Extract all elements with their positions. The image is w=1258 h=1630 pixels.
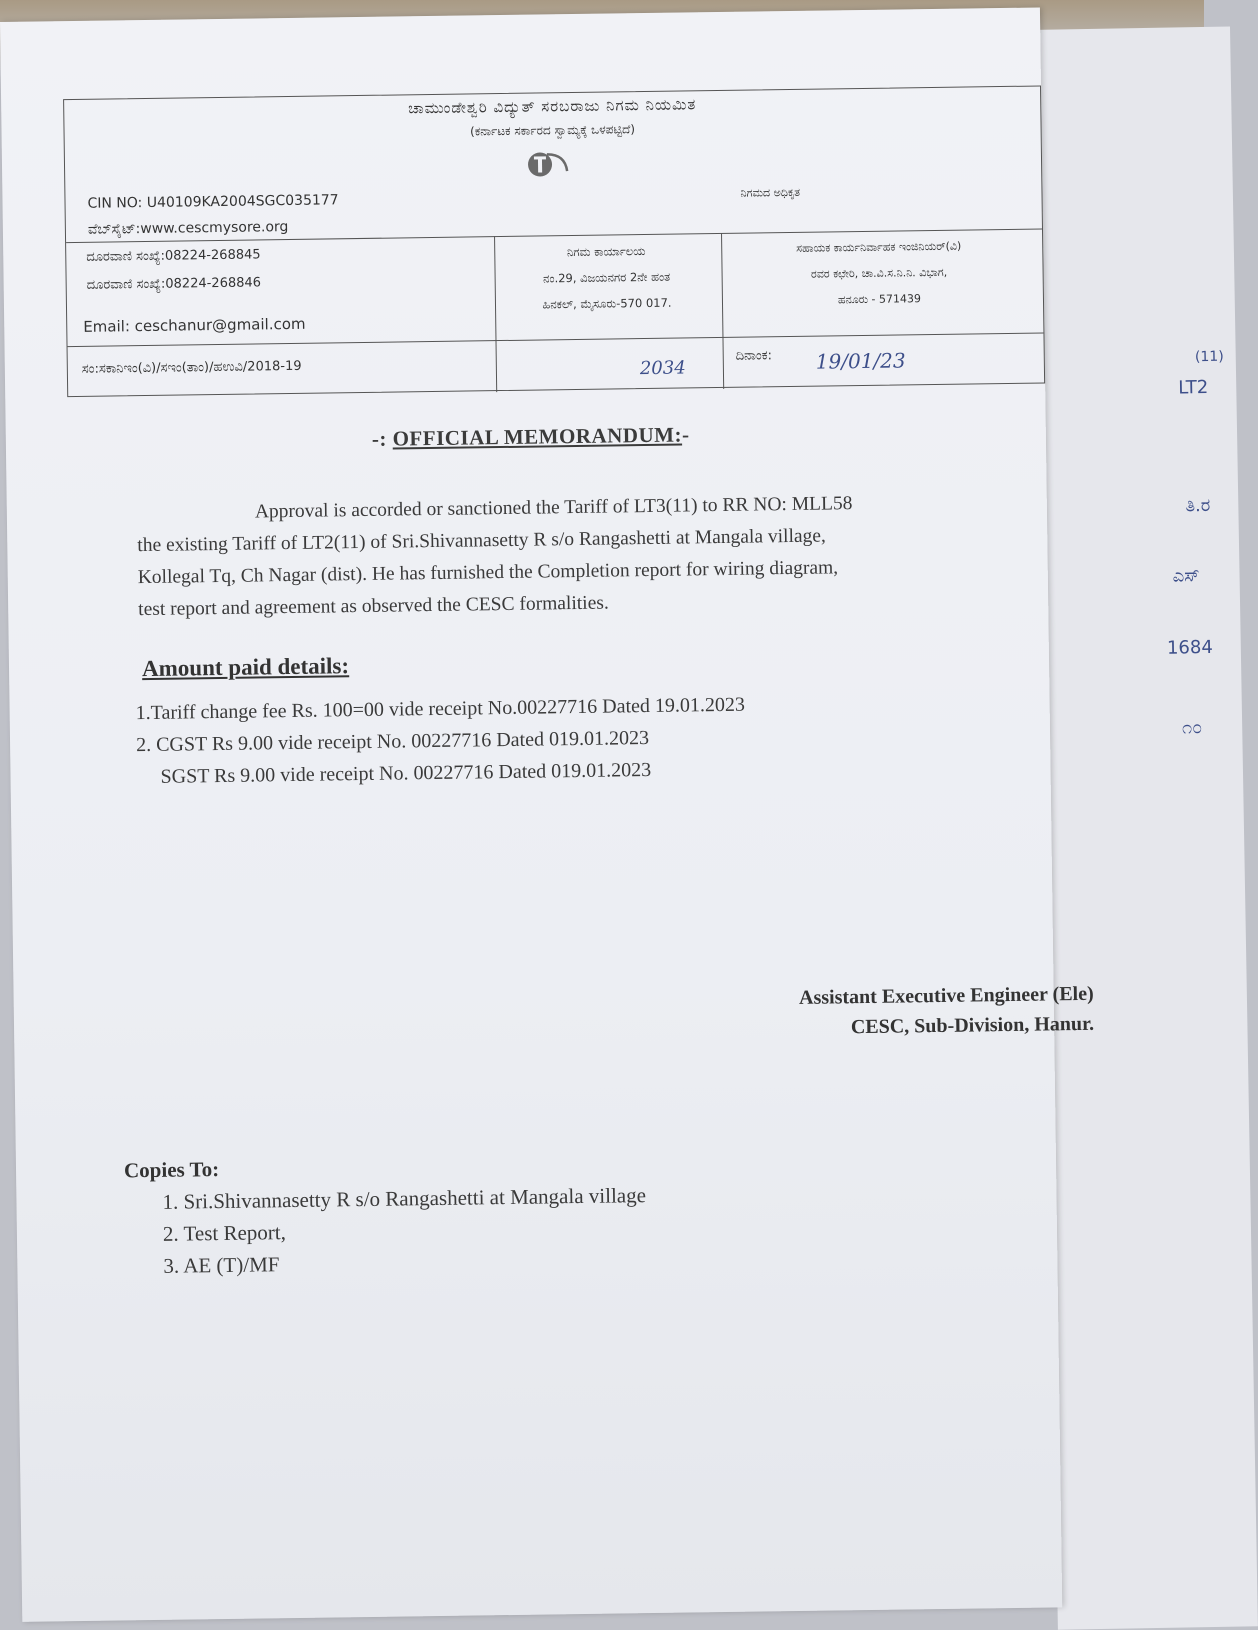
org-subtitle: (ಕರ್ನಾಟಕ ಸರ್ಕಾರದ ಸ್ವಾಮ್ಯಕ್ಕೆ ಒಳಪಟ್ಟಿದೆ) — [469, 122, 636, 139]
memo-title — [372, 422, 690, 451]
handwritten-number: 2034 — [639, 357, 686, 380]
paragraph-line-text: Approval is accorded or sanctioned the Tariff of LT3(11) to RR NO: MLL58 — [254, 493, 853, 523]
address-line: ಹನೂರು - 571439 — [837, 292, 922, 307]
paragraph-line: test report and agreement as observed the CESC formalities. — [138, 592, 609, 621]
website: ವೆಬ್‌ಸೈಟ್:www.cescmysore.org — [87, 218, 289, 238]
org-name: ಚಾಮುಂಡೇಶ್ವರಿ ವಿದ್ಯುತ್ ಸರಬರಾಜು ನಿಗಮ ನಿಯಮಿತ — [408, 95, 697, 118]
phone-2: ದೂರವಾಣಿ ಸಂಖ್ಯೆ:08224-268846 — [86, 275, 262, 293]
cin-number: CIN NO: U40109KA2004SGC035177 — [87, 192, 339, 212]
divider-line — [68, 332, 1044, 347]
handwritten-date: 19/01/23 — [815, 348, 906, 374]
side-mark-4: ಎಸ್ — [1172, 565, 1200, 587]
cesc-logo-icon — [525, 149, 569, 180]
signature-office: CESC, Sub-Division, Hanur. — [850, 1012, 1095, 1039]
aee-office-address — [716, 232, 1042, 315]
paragraph-line: the existing Tariff of LT2(11) of Sri.Shivannasetty R s/o Rangashetti at Mangala village, — [137, 525, 826, 557]
memo-title-prefix: -: — [371, 426, 393, 451]
address-line: ನಂ.29, ವಿಜಯನಗರ 2ನೇ ಹಂತ — [542, 269, 671, 286]
copies-heading: Copies To: — [123, 1157, 220, 1183]
authority-label: ನಿಗಮದ ಅಧಿಕೃತ — [740, 185, 801, 200]
amount-line: SGST Rs 9.00 vide receipt No. 00227716 Dated 019.01.2023 — [160, 758, 652, 788]
amount-line: 1.Tariff change fee Rs. 100=00 vide receipt No.00227716 Dated 19.01.2023 — [135, 693, 746, 725]
copy-item: 1. Sri.Shivannasetty R s/o Rangashetti at Mangala village — [162, 1183, 647, 1214]
amount-heading: Amount paid details: — [141, 653, 350, 682]
side-mark-1: (11) — [1194, 348, 1224, 366]
memo-title-text: OFFICIAL MEMORANDUM: — [392, 422, 683, 451]
copy-item: 3. AE (T)/MF — [163, 1252, 280, 1278]
amount-line: 2. CGST Rs 9.00 vide receipt No. 00227716 Dated 019.01.2023 — [135, 727, 650, 757]
date-label: ದಿನಾಂಕ: — [735, 348, 773, 364]
side-mark-2: LT2 — [1178, 376, 1209, 399]
signature-block — [714, 979, 1095, 1044]
paragraph-line: Kollegal Tq, Ch Nagar (dist). He has furnished the Completion report for wiring diagram, — [137, 557, 839, 589]
corporate-office-address — [496, 237, 717, 318]
address-line: ರವರ ಕಛೇರಿ, ಚಾ.ವಿ.ಸ.ನಿ.ನಿ. ವಿಭಾಗ, — [810, 265, 948, 281]
side-mark-6: ೧೦ — [1181, 717, 1203, 739]
side-mark-5: 1684 — [1166, 636, 1213, 659]
copy-item: 2. Test Report, — [162, 1220, 287, 1246]
phone-1: ದೂರವಾಣಿ ಸಂಖ್ಯೆ:08224-268845 — [86, 247, 261, 265]
memo-title-suffix: - — [681, 422, 690, 447]
signature-title: Assistant Executive Engineer (Ele) — [798, 982, 1094, 1009]
memo-paragraph — [137, 486, 1019, 626]
address-line: ಸಹಾಯಕ ಕಾರ್ಯನಿರ್ವಾಹಕ ಇಂಜಿನಿಯರ್(ವಿ) — [796, 239, 962, 255]
letterhead-box — [63, 85, 1045, 397]
address-line: ನಿಗಮ ಕಾರ್ಯಾಲಯ — [566, 244, 646, 260]
side-mark-3: ತಿ.ರ — [1185, 494, 1211, 517]
email: Email: ceschanur@gmail.com — [83, 314, 306, 336]
address-line: ಹಿನಕಲ್, ಮೈಸೂರು-570 017. — [542, 295, 672, 312]
memorandum-page — [0, 7, 1095, 1621]
underlying-sheet — [1030, 27, 1258, 1630]
reference-number: ಸಂ:ಸಕಾನಿಇಂ(ವಿ)/ಸಇಂ(ತಾಂ)/ಹಉವಿ/2018-19 — [81, 358, 302, 377]
